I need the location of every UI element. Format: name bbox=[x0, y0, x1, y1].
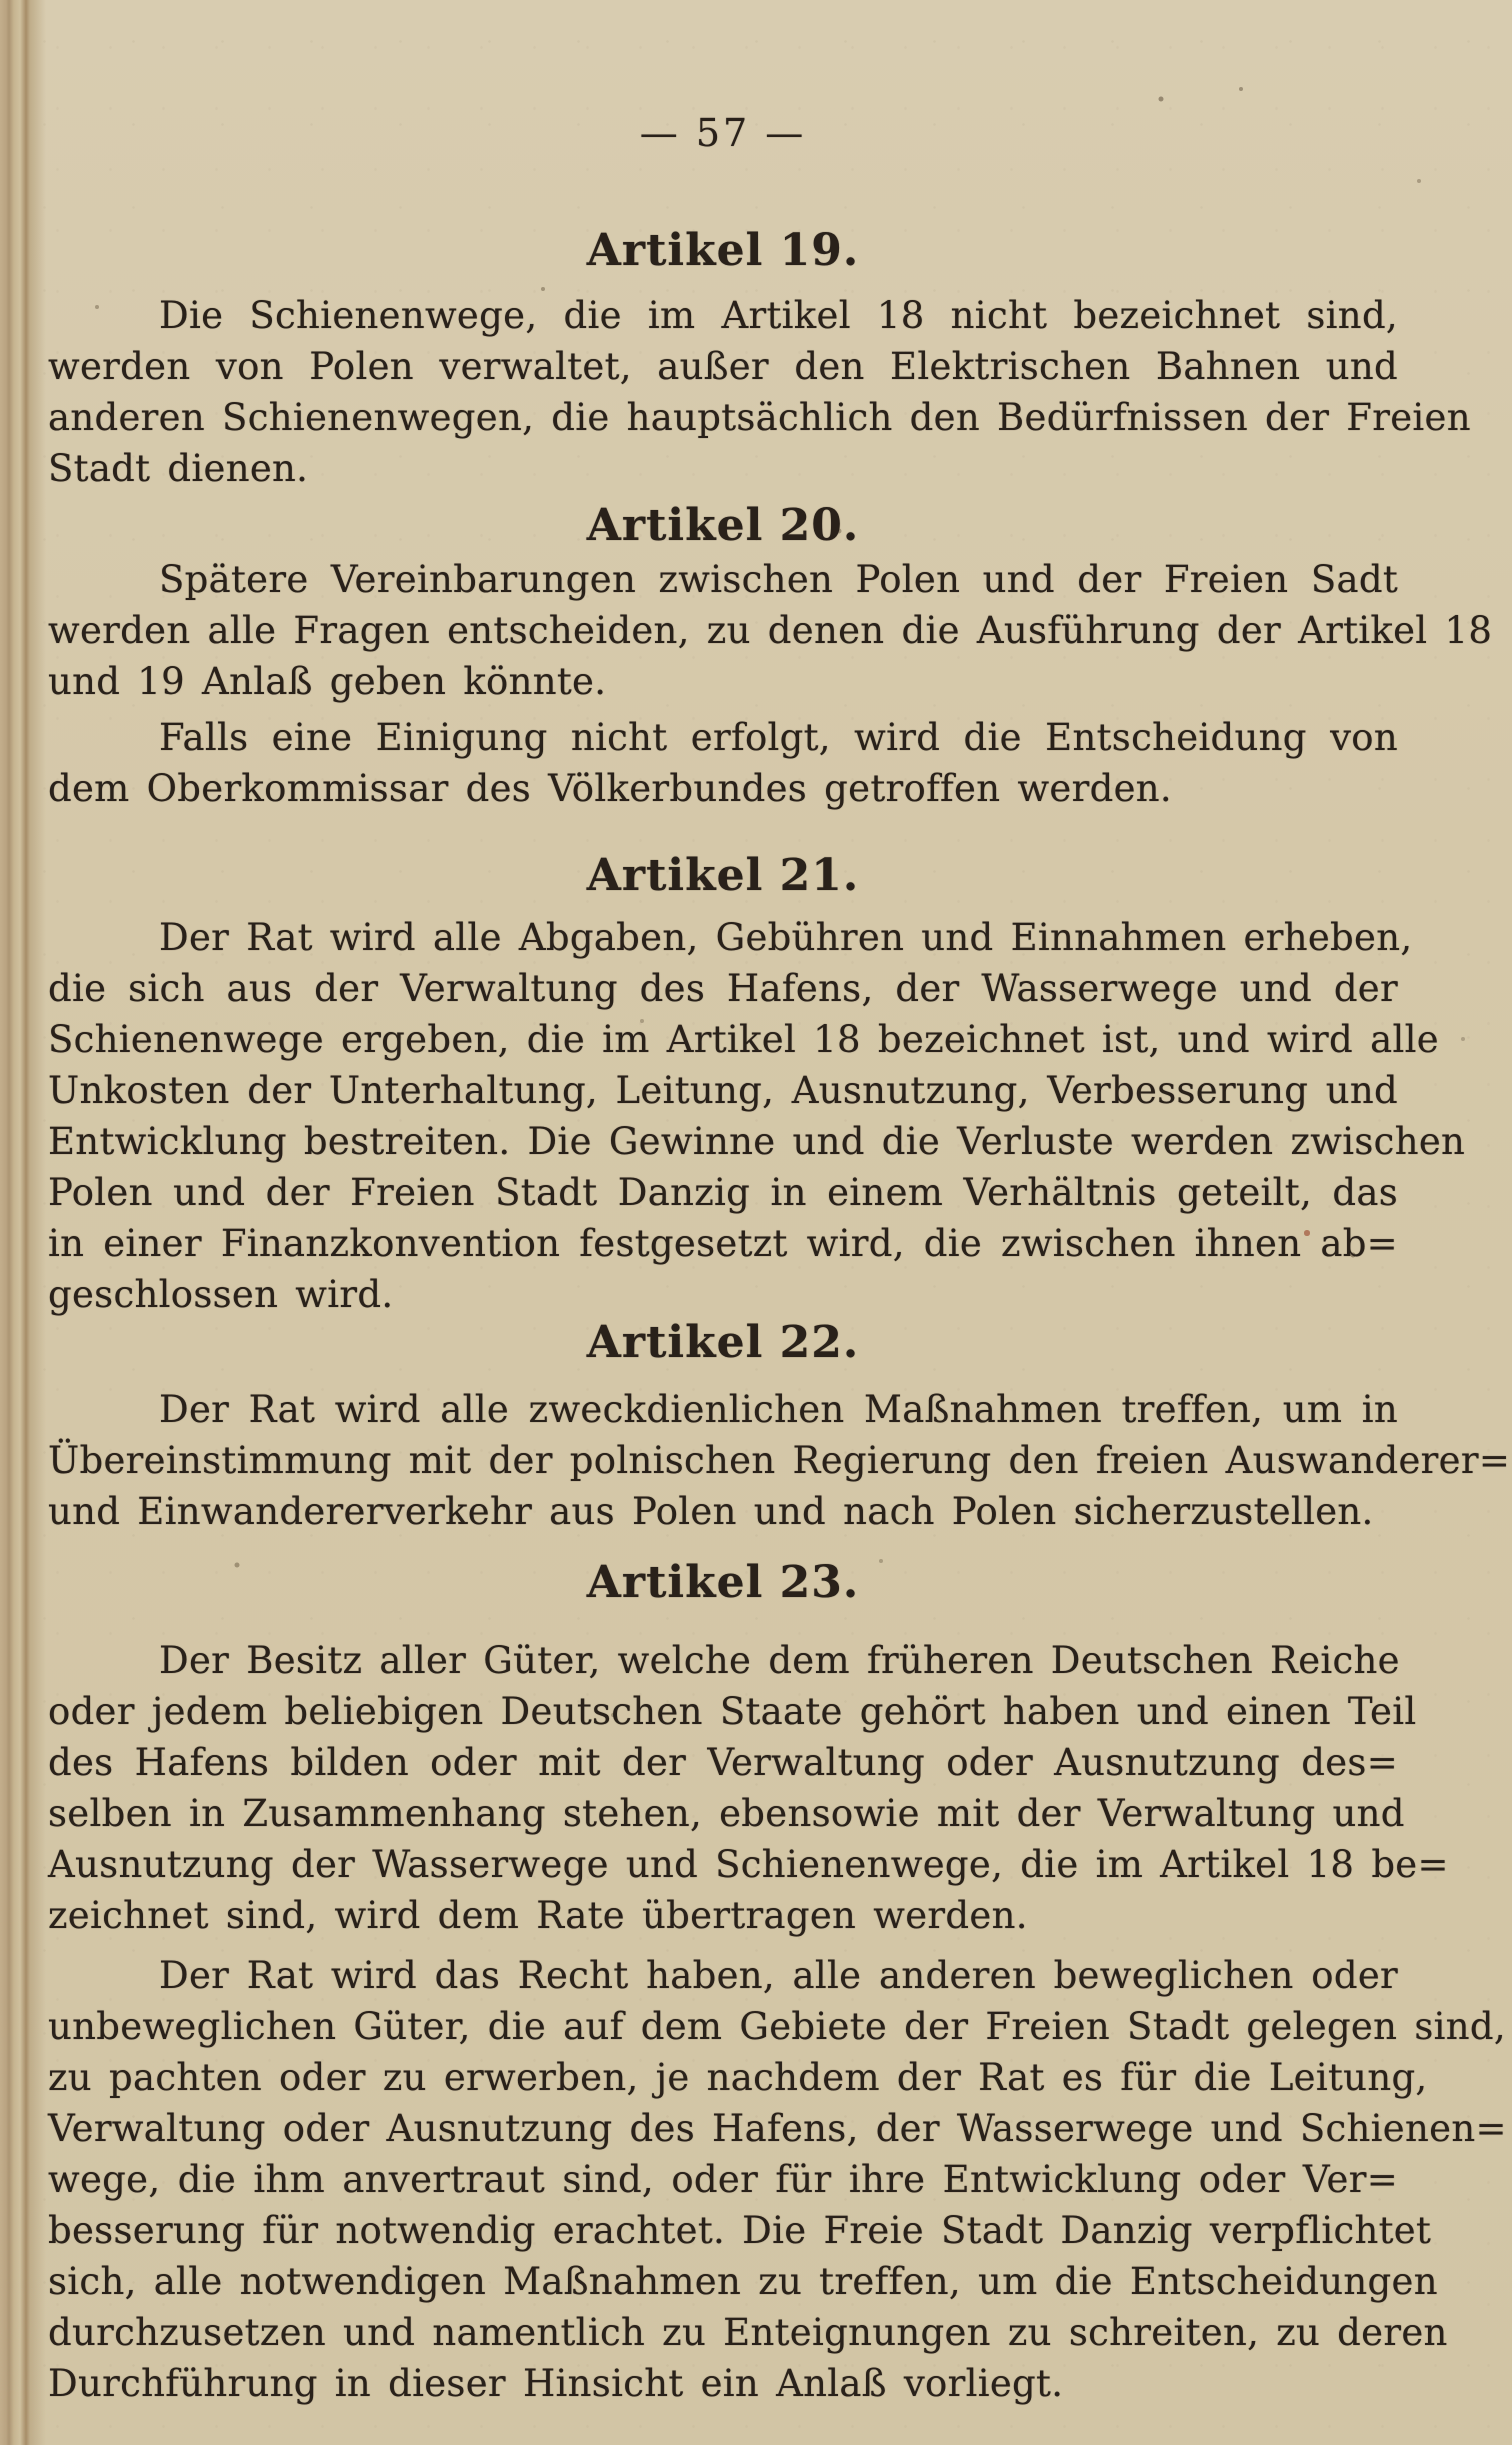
text-line: sich, alle notwendigen Maßnahmen zu treffen, um die Entscheidungen bbox=[48, 2260, 1438, 2303]
article-heading: Artikel 19. bbox=[586, 225, 860, 276]
text-line: werden alle Fragen entscheiden, zu denen die Ausführung der Artikel 18 bbox=[48, 609, 1493, 652]
text-line: Durchführung in dieser Hinsicht ein Anlaß vorliegt. bbox=[48, 2362, 1064, 2405]
paragraph bbox=[48, 1384, 1511, 1537]
text-line: in einer Finanzkonvention festgesetzt wird, die zwischen ihnen ab= bbox=[48, 1222, 1398, 1265]
text-line: Stadt dienen. bbox=[48, 447, 309, 490]
text-line: Der Rat wird alle zweckdienlichen Maßnahmen treffen, um in bbox=[159, 1388, 1398, 1431]
text-line: Polen und der Freien Stadt Danzig in einem Verhältnis geteilt, das bbox=[48, 1171, 1398, 1214]
page-content bbox=[48, 0, 1511, 2409]
text-line: die sich aus der Verwaltung des Hafens, der Wasserwege und der bbox=[48, 967, 1398, 1010]
text-line: des Hafens bilden oder mit der Verwaltung oder Ausnutzung des= bbox=[48, 1741, 1398, 1784]
text-line: Ausnutzung der Wasserwege und Schienenwege, die im Artikel 18 be= bbox=[48, 1843, 1449, 1886]
paragraph bbox=[48, 712, 1398, 814]
text-line: oder jedem beliebigen Deutschen Staate gehört haben und einen Teil bbox=[48, 1690, 1417, 1733]
text-line: Der Rat wird das Recht haben, alle anderen beweglichen oder bbox=[159, 1954, 1398, 1997]
text-line: geschlossen wird. bbox=[48, 1273, 394, 1316]
paragraph bbox=[48, 1950, 1507, 2409]
text-line: Entwicklung bestreiten. Die Gewinne und die Verluste werden zwischen bbox=[48, 1120, 1466, 1163]
text-line: wege, die ihm anvertraut sind, oder für ihre Entwicklung oder Ver= bbox=[48, 2158, 1398, 2201]
text-line: Übereinstimmung mit der polnischen Regierung den freien Auswanderer= bbox=[48, 1439, 1511, 1482]
text-line: besserung für notwendig erachtet. Die Freie Stadt Danzig verpflichtet bbox=[48, 2209, 1432, 2252]
text-line: Falls eine Einigung nicht erfolgt, wird die Entscheidung von bbox=[159, 716, 1398, 759]
text-line: Der Rat wird alle Abgaben, Gebühren und Einnahmen erheben, bbox=[159, 916, 1413, 959]
text-line: Unkosten der Unterhaltung, Leitung, Ausnutzung, Verbesserung und bbox=[48, 1069, 1398, 1112]
page-number-text: — 57 — bbox=[639, 111, 807, 155]
article bbox=[48, 850, 1466, 1320]
text-line: und 19 Anlaß geben könnte. bbox=[48, 660, 607, 703]
article bbox=[48, 1557, 1507, 2409]
article-heading: Artikel 21. bbox=[586, 850, 860, 901]
paragraph bbox=[48, 912, 1466, 1320]
article-heading: Artikel 23. bbox=[586, 1557, 860, 1608]
text-line: Schienenwege ergeben, die im Artikel 18 bezeichnet ist, und wird alle bbox=[48, 1018, 1439, 1061]
paragraph bbox=[48, 290, 1471, 494]
text-line: Die Schienenwege, die im Artikel 18 nicht bezeichnet sind, bbox=[159, 294, 1398, 337]
text-line: anderen Schienenwegen, die hauptsächlich den Bedürfnissen der Freien bbox=[48, 396, 1471, 439]
text-line: Verwaltung oder Ausnutzung des Hafens, der Wasserwege und Schienen= bbox=[48, 2107, 1507, 2150]
text-line: Der Besitz aller Güter, welche dem früheren Deutschen Reiche bbox=[159, 1639, 1400, 1682]
article bbox=[48, 1317, 1511, 1537]
text-line: Spätere Vereinbarungen zwischen Polen und der Freien Sadt bbox=[159, 558, 1398, 601]
article-heading: Artikel 22. bbox=[586, 1317, 860, 1368]
paragraph bbox=[48, 1635, 1449, 1941]
text-line: unbeweglichen Güter, die auf dem Gebiete der Freien Stadt gelegen sind, bbox=[48, 2005, 1506, 2048]
text-line: zeichnet sind, wird dem Rate übertragen werden. bbox=[48, 1894, 1028, 1937]
paragraph bbox=[48, 554, 1493, 707]
text-line: und Einwandererverkehr aus Polen und nach Polen sicherzustellen. bbox=[48, 1490, 1374, 1533]
article bbox=[48, 225, 1471, 494]
page-number bbox=[48, 112, 1398, 155]
text-line: dem Oberkommissar des Völkerbundes getroffen werden. bbox=[48, 767, 1172, 810]
text-line: durchzusetzen und namentlich zu Enteignungen zu schreiten, zu deren bbox=[48, 2311, 1448, 2354]
text-line: zu pachten oder zu erwerben, je nachdem der Rat es für die Leitung, bbox=[48, 2056, 1428, 2099]
book-binding-edge bbox=[0, 0, 46, 2445]
article-heading: Artikel 20. bbox=[586, 500, 860, 551]
text-line: werden von Polen verwaltet, außer den Elektrischen Bahnen und bbox=[48, 345, 1398, 388]
article bbox=[48, 500, 1493, 814]
text-line: selben in Zusammenhang stehen, ebensowie mit der Verwaltung und bbox=[48, 1792, 1405, 1835]
